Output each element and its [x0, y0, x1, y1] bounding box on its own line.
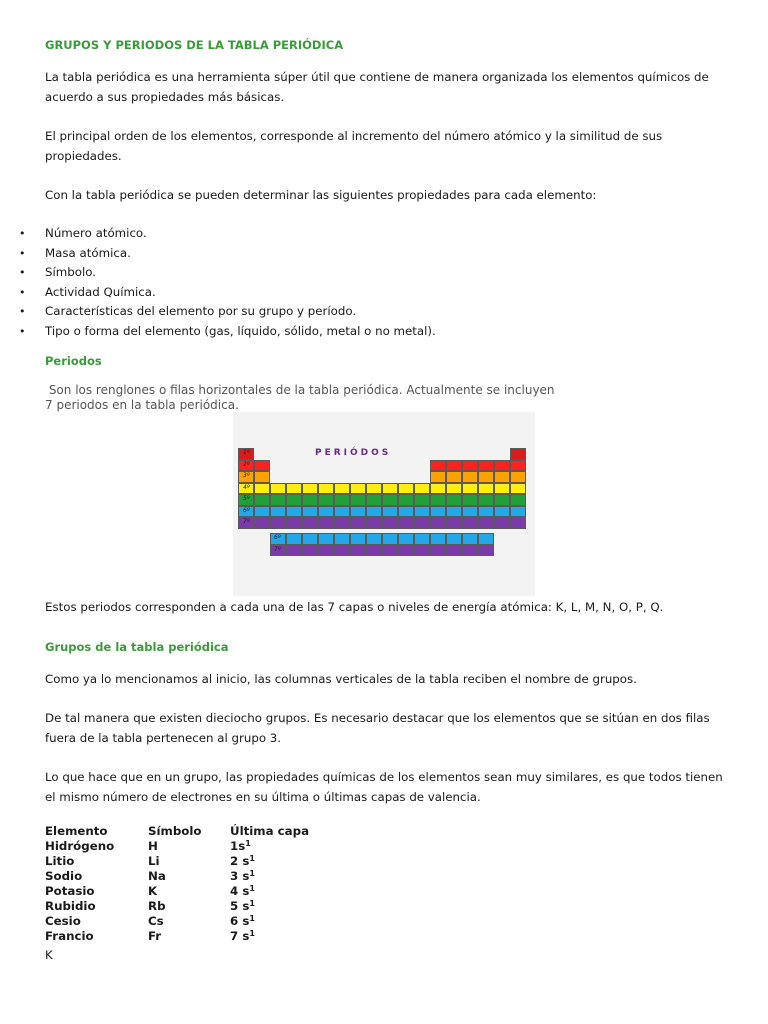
period-cell — [462, 494, 478, 506]
period-cell — [398, 506, 414, 518]
period-cell — [382, 506, 398, 518]
period-cell — [270, 506, 286, 518]
period-cell — [510, 448, 526, 460]
period-cell — [430, 460, 446, 472]
periodos-description-line2: 7 periodos en la tabla periódica. — [45, 398, 239, 412]
period-cell — [494, 471, 510, 483]
period-cell — [350, 517, 366, 529]
period-cell — [334, 506, 350, 518]
period-cell — [478, 483, 494, 495]
period-cell — [382, 483, 398, 495]
cell-simbolo: Cs — [148, 914, 164, 928]
cell-simbolo: H — [148, 839, 158, 853]
intro-paragraph: La tabla periódica es una herramienta súper útil que contiene de manera organizada los elementos químicos de acuerdo a sus propiedades más básicas. — [45, 70, 709, 104]
period-cell — [254, 471, 270, 483]
properties-intro: Con la tabla periódica se pueden determinar las siguientes propiedades para cada elemento: — [45, 188, 597, 202]
period-cell — [430, 471, 446, 483]
period-cell — [494, 494, 510, 506]
period-cell — [318, 506, 334, 518]
lower-period-cell — [286, 545, 302, 557]
period-cell — [334, 517, 350, 529]
period-cell — [494, 460, 510, 472]
period-cell — [446, 460, 462, 472]
period-cell — [478, 494, 494, 506]
period-cell — [350, 494, 366, 506]
period-cell — [510, 506, 526, 518]
period-cell — [366, 506, 382, 518]
cell-capa: $1s^1$ — [230, 839, 251, 853]
lower-period-cell — [318, 533, 334, 545]
period-cell — [414, 506, 430, 518]
period-label: 2º — [243, 460, 250, 468]
header-simbolo: Símbolo — [148, 824, 202, 838]
period-cell — [462, 460, 478, 472]
period-cell — [430, 506, 446, 518]
period-cell — [398, 517, 414, 529]
period-cell — [318, 483, 334, 495]
header-elemento: Elemento — [45, 824, 108, 838]
cell-elemento: Sodio — [45, 869, 83, 883]
period-cell — [462, 483, 478, 495]
lower-period-cell — [430, 545, 446, 557]
period-cell — [286, 506, 302, 518]
periodos-description-line1: Son los renglones o filas horizontales de la tabla periódica. Actualmente se incluyen — [45, 383, 555, 397]
header-ultima-capa: Última capa — [230, 824, 310, 838]
period-cell — [318, 517, 334, 529]
lower-period-label: 7º — [274, 545, 281, 553]
period-cell — [366, 517, 382, 529]
period-cell — [446, 471, 462, 483]
cell-elemento: Hidrógeno — [45, 839, 115, 853]
cell-simbolo: K — [148, 884, 158, 898]
period-cell — [270, 483, 286, 495]
period-cell — [446, 506, 462, 518]
grupos-paragraph-3: Lo que hace que en un grupo, las propiedades químicas de los elementos sean muy similares, es que todos tienen el mismo número de electrones en su última o últimas capas de valencia. — [45, 770, 723, 804]
period-cell — [462, 471, 478, 483]
period-cell — [302, 506, 318, 518]
period-cell — [510, 460, 526, 472]
lower-period-cell — [446, 533, 462, 545]
period-cell — [254, 460, 270, 472]
period-cell — [398, 483, 414, 495]
period-cell — [446, 483, 462, 495]
period-cell — [382, 517, 398, 529]
period-cell — [510, 494, 526, 506]
period-cell — [254, 494, 270, 506]
period-cell — [302, 494, 318, 506]
page-title: GRUPOS Y PERIODOS DE LA TABLA PERIÓDICA — [45, 38, 344, 52]
period-cell — [286, 494, 302, 506]
figure-title: PERIÓDOS — [315, 448, 392, 458]
lower-period-cell — [334, 533, 350, 545]
period-label: 5º — [243, 495, 250, 502]
cell-elemento: Rubidio — [45, 899, 96, 913]
period-cell — [302, 517, 318, 529]
period-cell — [302, 483, 318, 495]
cell-simbolo: Li — [148, 854, 160, 868]
lower-period-cell — [446, 545, 462, 557]
period-cell — [398, 494, 414, 506]
lower-period-cell — [462, 533, 478, 545]
period-cell — [478, 460, 494, 472]
lower-period-cell — [382, 545, 398, 557]
cell-capa: 5 $s^1$ — [230, 899, 255, 913]
periodos-energy-paragraph: Estos periodos corresponden a cada una de las 7 capas o niveles de energía atómica: K, L, M, N, O, P, Q. — [45, 600, 664, 614]
period-cell — [478, 471, 494, 483]
cell-simbolo: Rb — [148, 899, 166, 913]
lower-period-cell — [478, 545, 494, 557]
period-cell — [446, 517, 462, 529]
period-cell — [478, 517, 494, 529]
period-cell — [494, 517, 510, 529]
cell-capa: 6 $s^1$ — [230, 914, 255, 928]
grupos-heading: Grupos de la tabla periódica — [45, 640, 229, 654]
lower-period-cell — [382, 533, 398, 545]
period-cell — [462, 517, 478, 529]
lower-period-cell — [366, 545, 382, 557]
period-cell — [254, 506, 270, 518]
cell-elemento: Cesio — [45, 914, 81, 928]
period-cell — [494, 506, 510, 518]
period-cell — [430, 483, 446, 495]
lower-period-cell — [478, 533, 494, 545]
cell-simbolo: Fr — [148, 929, 162, 943]
period-cell — [430, 517, 446, 529]
trailing-text: K — [45, 948, 53, 962]
grupos-paragraph-1: Como ya lo mencionamos al inicio, las columnas verticales de la tabla reciben el nombre de grupos. — [45, 672, 637, 686]
lower-period-cell — [350, 545, 366, 557]
period-cell — [254, 483, 270, 495]
period-cell — [350, 506, 366, 518]
lower-period-cell — [350, 533, 366, 545]
cell-capa: 2 $s^1$ — [230, 854, 255, 868]
lower-period-label: 6º — [274, 534, 281, 541]
period-cell — [318, 494, 334, 506]
period-cell — [430, 494, 446, 506]
period-label: 4º — [243, 483, 250, 491]
cell-elemento: Francio — [45, 929, 94, 943]
cell-capa: 3 $s^1$ — [230, 869, 255, 883]
period-cell — [286, 483, 302, 495]
lower-period-cell — [398, 533, 414, 545]
period-cell — [414, 483, 430, 495]
cell-elemento: Litio — [45, 854, 75, 868]
period-cell — [414, 494, 430, 506]
period-label: 1º — [243, 449, 250, 456]
lower-period-cell — [398, 545, 414, 557]
period-cell — [494, 483, 510, 495]
lower-period-cell — [414, 545, 430, 557]
cell-elemento: Potasio — [45, 884, 95, 898]
period-cell — [270, 517, 286, 529]
period-cell — [382, 494, 398, 506]
periods-figure — [233, 412, 535, 596]
period-cell — [414, 517, 430, 529]
cell-capa: 4 $s^1$ — [230, 884, 255, 898]
period-cell — [510, 517, 526, 529]
lower-period-cell — [318, 545, 334, 557]
cell-simbolo: Na — [148, 869, 166, 883]
period-cell — [366, 494, 382, 506]
period-cell — [366, 483, 382, 495]
lower-period-cell — [430, 533, 446, 545]
periodos-heading: Periodos — [45, 354, 102, 368]
period-cell — [510, 483, 526, 495]
period-cell — [270, 494, 286, 506]
period-cell — [350, 483, 366, 495]
grupos-paragraph-2: De tal manera que existen dieciocho grupos. Es necesario destacar que los elementos que se sitúan en dos filas fuera de la tabla pertenecen al grupo 3. — [45, 711, 710, 745]
lower-period-cell — [414, 533, 430, 545]
period-cell — [334, 494, 350, 506]
period-cell — [254, 517, 270, 529]
period-cell — [478, 506, 494, 518]
lower-period-cell — [286, 533, 302, 545]
period-cell — [286, 517, 302, 529]
lower-period-cell — [366, 533, 382, 545]
cell-capa: 7 $s^1$ — [230, 929, 255, 943]
lower-period-cell — [334, 545, 350, 557]
lower-period-cell — [302, 533, 318, 545]
period-label: 6º — [243, 506, 250, 514]
period-cell — [446, 494, 462, 506]
period-cell — [462, 506, 478, 518]
period-cell — [510, 471, 526, 483]
order-paragraph: El principal orden de los elementos, corresponde al incremento del número atómico y la similitud de sus propiedades. — [45, 129, 663, 163]
period-label: 3º — [243, 472, 250, 479]
period-cell — [334, 483, 350, 495]
lower-period-cell — [302, 545, 318, 557]
lower-period-cell — [462, 545, 478, 557]
period-label: 7º — [243, 518, 250, 525]
